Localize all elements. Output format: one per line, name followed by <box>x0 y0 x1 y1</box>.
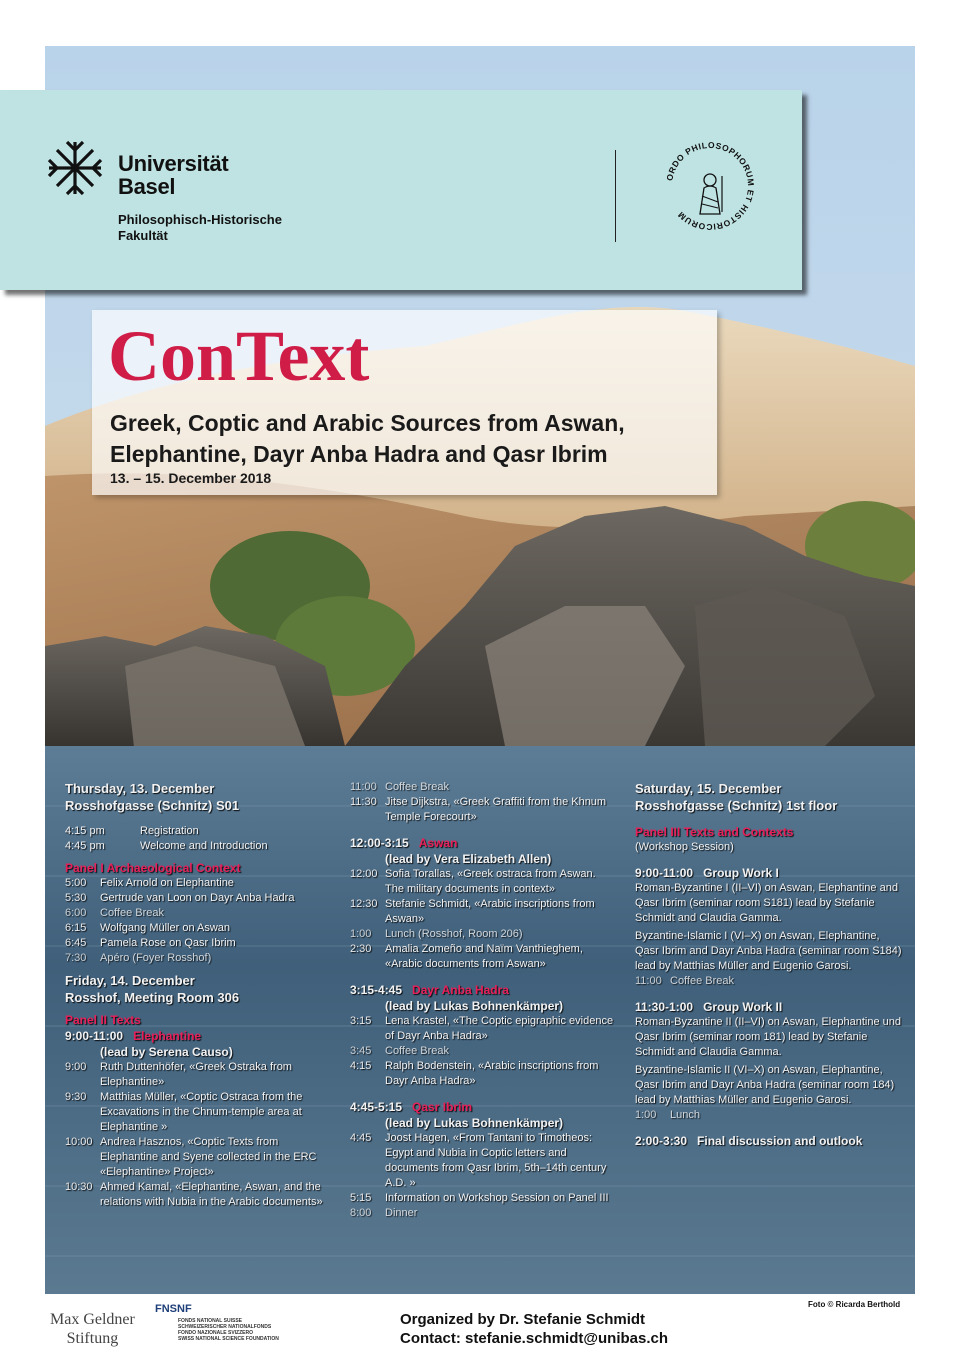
schedule-text: Coffee Break <box>670 975 735 987</box>
schedule-text: Amalia Zomeño and Naïm Vanthieghem, «Arabic documents from Aswan» <box>385 943 583 970</box>
panel-heading-2: Panel II Texts <box>65 1013 141 1027</box>
event-title: ConText <box>108 316 370 396</box>
final-discussion-heading <box>635 1133 905 1149</box>
schedule-row <box>65 891 330 906</box>
subtitle-line-1: Greek, Coptic and Arabic Sources from Aswan, <box>110 410 625 436</box>
schedule-row <box>350 897 615 927</box>
schedule-row <box>350 927 615 942</box>
session-title: Final discussion and outlook <box>697 1134 863 1148</box>
schedule-row <box>350 1044 615 1059</box>
day-heading-saturday: Saturday, 15. December <box>635 781 782 796</box>
schedule-text: Coffee Break <box>385 781 450 793</box>
session-title: Elephantine <box>133 1029 202 1043</box>
schedule-row <box>65 876 330 891</box>
snf-text <box>178 1318 279 1342</box>
group-work-heading <box>635 999 905 1015</box>
schedule-row <box>65 936 330 951</box>
schedule-time: 2:30 <box>350 943 372 955</box>
photo-credit: Foto © Ricarda Berthold <box>808 1300 901 1309</box>
schedule-row <box>635 1108 905 1123</box>
university-name <box>118 152 228 198</box>
event-subtitle <box>110 408 625 470</box>
group-work-description: Byzantine-Islamic I (VI–X) on Aswan, Elephantine, Qasr Ibrim and Dayr Anba Hadra (seminar room S184) lead by Matthias Müller and Eugenio Garosi. <box>635 930 902 972</box>
schedule-time: 12:30 <box>350 898 378 910</box>
program-column-3 <box>635 780 905 1149</box>
schedule-row <box>65 906 330 921</box>
schedule-time: 7:30 <box>65 952 87 964</box>
schedule-time: 6:00 <box>65 907 87 919</box>
schedule-time: 4:45 pm <box>65 840 105 852</box>
day-heading-friday: Friday, 14. December <box>65 973 195 988</box>
schedule-text: Dinner <box>385 1207 418 1219</box>
faculty-name-line-1: Philosophisch-Historische <box>118 212 282 227</box>
header-divider <box>615 150 616 242</box>
sponsor-line-2: Stiftung <box>66 1330 119 1347</box>
schedule-time: 5:30 <box>65 892 87 904</box>
panel-heading-1: Panel I Archaeological Context <box>65 861 241 875</box>
sponsor-line-1: Max Geldner <box>50 1311 135 1328</box>
schedule-row <box>65 1135 330 1180</box>
university-name-line-2: Basel <box>118 174 176 199</box>
schedule-text: Wolfgang Müller on Aswan <box>100 922 231 934</box>
schedule-text: Joost Hagen, «From Tantani to Timotheos: Egypt and Nubia in Coptic letters and documents from Qasr Ibrim, 5th–14th century A.D. » <box>385 1132 607 1189</box>
schedule-text: Apéro (Foyer Rosshof) <box>100 952 212 964</box>
snf-line: FONDS NATIONAL SUISSE <box>178 1318 242 1324</box>
snf-line: SWISS NATIONAL SCIENCE FOUNDATION <box>178 1336 279 1342</box>
schedule-text: Coffee Break <box>385 1045 450 1057</box>
schedule-row <box>65 1180 330 1210</box>
snf-logo-text: FNSNF <box>155 1303 192 1315</box>
snf-line: FONDO NAZIONALE SVIZZERO <box>178 1330 253 1336</box>
schedule-text: Sofia Torallas, «Greek ostraca from Aswan. The military documents in context» <box>385 868 596 895</box>
subtitle-line-2: Elephantine, Dayr Anba Hadra and Qasr Ibrim <box>110 441 608 467</box>
schedule-row <box>350 1014 615 1044</box>
session-heading <box>350 835 615 851</box>
day-heading-thursday: Thursday, 13. December <box>65 781 215 796</box>
schedule-row <box>65 951 330 966</box>
schedule-time: 10:00 <box>65 1136 93 1148</box>
contact-line: Contact: stefanie.schmidt@unibas.ch <box>400 1330 669 1347</box>
session-heading <box>65 1028 330 1044</box>
schedule-time: 8:00 <box>350 1207 372 1219</box>
session-lead: (lead by Serena Causo) <box>100 1045 233 1059</box>
snf-logo <box>155 1303 192 1315</box>
schedule-time: 11:00 <box>350 781 377 793</box>
schedule-time: 3:45 <box>350 1045 372 1057</box>
schedule-time: 4:45 <box>350 1132 372 1144</box>
organizer-info <box>400 1310 668 1348</box>
schedule-text: Felix Arnold on Elephantine <box>100 877 234 889</box>
session-title: Dayr Anba Hadra <box>412 983 509 997</box>
schedule-row <box>65 824 330 839</box>
schedule-row <box>350 1131 615 1191</box>
schedule-time: 1:00 <box>635 1109 657 1121</box>
session-time: 2:00-3:30 <box>635 1134 688 1148</box>
schedule-time: 5:15 <box>350 1192 372 1204</box>
session-time: 11:30-1:00 <box>635 1000 694 1014</box>
session-lead: (lead by Vera Elizabeth Allen) <box>385 852 552 866</box>
schedule-row <box>65 921 330 936</box>
schedule-text: Lunch (Rosshof, Room 206) <box>385 928 523 940</box>
schedule-time: 6:15 <box>65 922 87 934</box>
basel-logo-icon <box>45 138 105 198</box>
schedule-row <box>350 780 615 795</box>
schedule-row <box>350 1191 615 1206</box>
schedule-text: Jitse Dijkstra, «Greek Graffiti from the Khnum Temple Forecourt» <box>385 796 607 823</box>
max-geldner-logo <box>50 1310 135 1348</box>
schedule-time: 3:15 <box>350 1015 372 1027</box>
schedule-row <box>350 1059 615 1089</box>
schedule-text: Information on Workshop Session on Panel III <box>385 1192 609 1204</box>
snf-line: SCHWEIZERISCHER NATIONALFONDS <box>178 1324 272 1330</box>
faculty-name <box>118 212 282 244</box>
schedule-row <box>65 1090 330 1135</box>
schedule-text: Pamela Rose on Qasr Ibrim <box>100 937 236 949</box>
schedule-time: 4:15 pm <box>65 825 105 837</box>
schedule-text: Ahmed Kamal, «Elephantine, Aswan, and the relations with Nubia in the Arabic documents» <box>100 1181 323 1208</box>
schedule-time: 4:15 <box>350 1060 372 1072</box>
schedule-row <box>350 942 615 972</box>
schedule-text: Registration <box>140 825 199 837</box>
program-column-2 <box>350 780 615 1221</box>
session-heading <box>350 1099 615 1115</box>
schedule-text: Ralph Bodenstein, «Arabic inscriptions from Dayr Anba Hadra» <box>385 1060 599 1087</box>
schedule-time: 9:30 <box>65 1091 87 1103</box>
session-time: 4:45-5:15 <box>350 1100 403 1114</box>
session-title: Group Work I <box>703 866 779 880</box>
session-time: 9:00-11:00 <box>65 1029 124 1043</box>
university-name-line-1: Universität <box>118 151 229 176</box>
schedule-text: Lena Krastel, «The Coptic epigraphic evidence of Dayr Anba Hadra» <box>385 1015 614 1042</box>
schedule-row <box>65 839 330 854</box>
session-time: 12:00-3:15 <box>350 836 409 850</box>
schedule-text: Lunch <box>670 1109 700 1121</box>
schedule-text: Matthias Müller, «Coptic Ostraca from the Excavations in the Chnum-temple area at Elephantine » <box>100 1091 303 1133</box>
panel-subheading: (Workshop Session) <box>635 841 734 853</box>
session-time: 9:00-11:00 <box>635 866 694 880</box>
session-lead: (lead by Lukas Bohnenkämper) <box>385 1116 564 1130</box>
session-title: Qasr Ibrim <box>412 1100 473 1114</box>
schedule-time: 11:00 <box>635 975 662 987</box>
group-work-description: Roman-Byzantine I (II–VI) on Aswan, Elephantine and Qasr Ibrim (seminar room S181) lead by Stefanie Schmidt and Claudia Gamma. <box>635 882 898 924</box>
event-dates: 13. – 15. December 2018 <box>110 470 272 486</box>
seal-text: ORDO PHILOSOPHORUM ET HISTORICORUM <box>664 139 757 233</box>
panel-heading-3: Panel III Texts and Contexts <box>635 825 794 839</box>
program-column-1 <box>65 780 330 1210</box>
schedule-time: 10:30 <box>65 1181 93 1193</box>
venue-saturday: Rosshofgasse (Schnitz) 1st floor <box>635 798 838 813</box>
session-title: Aswan <box>418 836 458 850</box>
schedule-row <box>65 1060 330 1090</box>
schedule-time: 1:00 <box>350 928 372 940</box>
session-title: Group Work II <box>703 1000 783 1014</box>
schedule-row <box>635 974 905 989</box>
schedule-text: Welcome and Introduction <box>140 840 268 852</box>
schedule-row <box>350 867 615 897</box>
schedule-time: 9:00 <box>65 1061 87 1073</box>
venue-friday: Rosshof, Meeting Room 306 <box>65 990 240 1005</box>
group-work-description: Byzantine-Islamic II (VI–X) on Aswan, Elephantine, Qasr Ibrim and Dayr Anba Hadra (seminar room 184) lead by Matthias Müller and Eugenio Garosi. <box>635 1064 895 1106</box>
schedule-time: 11:30 <box>350 796 377 808</box>
schedule-text: Coffee Break <box>100 907 165 919</box>
schedule-time: 5:00 <box>65 877 87 889</box>
schedule-text: Andrea Hasznos, «Coptic Texts from Elephantine and Syene collected in the ERC «Elephantine» Project» <box>100 1136 317 1178</box>
faculty-name-line-2: Fakultät <box>118 228 168 243</box>
group-work-description: Roman-Byzantine II (II–VI) on Aswan, Elephantine und Qasr Ibrim (seminar room 181) lead by Stefanie Schmidt and Claudia Gamma. <box>635 1016 901 1058</box>
session-time: 3:15-4:45 <box>350 983 403 997</box>
group-work-heading <box>635 865 905 881</box>
schedule-time: 12:00 <box>350 868 378 880</box>
schedule-text: Stefanie Schmidt, «Arabic inscriptions from Aswan» <box>385 898 595 925</box>
session-heading <box>350 982 615 998</box>
faculty-seal-icon <box>660 136 760 236</box>
schedule-text: Gertrude van Loon on Dayr Anba Hadra <box>100 892 295 904</box>
schedule-time: 6:45 <box>65 937 87 949</box>
schedule-row <box>350 1206 615 1221</box>
venue-thursday: Rosshofgasse (Schnitz) S01 <box>65 798 240 813</box>
organizer-line: Organized by Dr. Stefanie Schmidt <box>400 1311 646 1328</box>
schedule-row <box>350 795 615 825</box>
schedule-text: Ruth Duttenhöfer, «Greek Ostraka from Elephantine» <box>100 1061 292 1088</box>
session-lead: (lead by Lukas Bohnenkämper) <box>385 999 564 1013</box>
